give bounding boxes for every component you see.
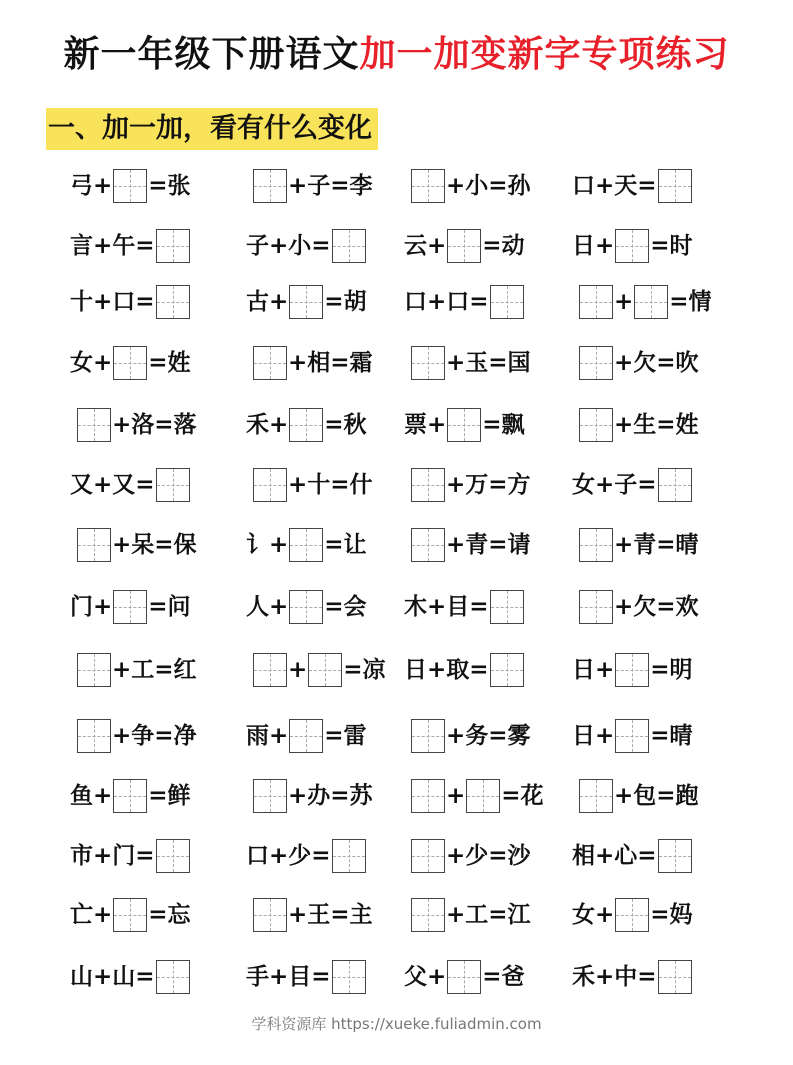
exercise-item bbox=[76, 718, 197, 754]
answer-box[interactable] bbox=[579, 528, 613, 562]
answer-box[interactable] bbox=[77, 653, 111, 687]
exercise-item bbox=[70, 228, 191, 264]
exercise-text: 又+又= bbox=[70, 472, 155, 498]
exercise-item bbox=[410, 778, 544, 814]
exercise-item bbox=[410, 467, 531, 503]
answer-box[interactable] bbox=[289, 719, 323, 753]
exercise-text: 父+ bbox=[404, 964, 447, 990]
exercise-item bbox=[572, 467, 693, 503]
answer-box[interactable] bbox=[332, 960, 366, 994]
exercise-text: =动 bbox=[482, 233, 525, 259]
exercise-item bbox=[410, 345, 531, 381]
exercise-item bbox=[572, 168, 693, 204]
exercise-item bbox=[252, 652, 386, 688]
exercise-text: 禾+ bbox=[246, 412, 289, 438]
exercise-text: +欠=吹 bbox=[614, 350, 699, 376]
answer-box[interactable] bbox=[289, 285, 323, 319]
exercise-text: +相=霜 bbox=[288, 350, 373, 376]
answer-box[interactable] bbox=[156, 285, 190, 319]
exercise-text: +务=雾 bbox=[446, 723, 531, 749]
exercise-text: 木+目= bbox=[404, 594, 489, 620]
answer-box[interactable] bbox=[113, 169, 147, 203]
answer-box[interactable] bbox=[579, 779, 613, 813]
answer-box[interactable] bbox=[156, 839, 190, 873]
exercise-text: 女+ bbox=[572, 902, 615, 928]
exercise-item bbox=[578, 527, 699, 563]
answer-box[interactable] bbox=[113, 779, 147, 813]
exercise-text: 十+口= bbox=[70, 289, 155, 315]
answer-box[interactable] bbox=[447, 229, 481, 263]
answer-box[interactable] bbox=[289, 528, 323, 562]
exercise-text: =时 bbox=[650, 233, 693, 259]
title-part-red: 加一加变新字专项练习 bbox=[359, 34, 730, 75]
answer-box[interactable] bbox=[579, 590, 613, 624]
answer-box[interactable] bbox=[253, 169, 287, 203]
exercise-text: + bbox=[288, 657, 308, 683]
answer-box[interactable] bbox=[447, 960, 481, 994]
exercise-item bbox=[246, 527, 367, 563]
answer-box[interactable] bbox=[490, 590, 524, 624]
exercise-text: =鲜 bbox=[148, 783, 191, 809]
exercise-text: 口+天= bbox=[572, 173, 657, 199]
exercise-item bbox=[578, 284, 712, 320]
answer-box[interactable] bbox=[490, 653, 524, 687]
exercise-text: +呆=保 bbox=[112, 532, 197, 558]
exercise-text: 日+ bbox=[572, 723, 615, 749]
exercise-text: =让 bbox=[324, 532, 367, 558]
answer-box[interactable] bbox=[156, 468, 190, 502]
exercise-item bbox=[76, 652, 197, 688]
exercise-item bbox=[70, 589, 191, 625]
exercise-text: +小=孙 bbox=[446, 173, 531, 199]
exercise-text: 子+小= bbox=[246, 233, 331, 259]
answer-box[interactable] bbox=[77, 408, 111, 442]
exercise-text: 古+ bbox=[246, 289, 289, 315]
exercise-item bbox=[246, 589, 367, 625]
exercise-text: +王=主 bbox=[288, 902, 373, 928]
exercise-text: +争=净 bbox=[112, 723, 197, 749]
exercise-item bbox=[410, 168, 531, 204]
title-part-black: 新一年级下册语文 bbox=[63, 34, 360, 75]
exercise-text: =爸 bbox=[482, 964, 525, 990]
exercise-text: +工=红 bbox=[112, 657, 197, 683]
exercise-item bbox=[572, 652, 693, 688]
answer-box[interactable] bbox=[579, 285, 613, 319]
exercise-text: 人+ bbox=[246, 594, 289, 620]
answer-box[interactable] bbox=[466, 779, 500, 813]
exercise-text: +青=晴 bbox=[614, 532, 699, 558]
answer-box[interactable] bbox=[113, 898, 147, 932]
exercise-text: 雨+ bbox=[246, 723, 289, 749]
exercise-item bbox=[246, 838, 367, 874]
exercise-text: =晴 bbox=[650, 723, 693, 749]
exercise-item bbox=[70, 959, 191, 995]
exercise-text: +欠=欢 bbox=[614, 594, 699, 620]
exercise-item bbox=[404, 228, 525, 264]
exercise-item bbox=[246, 959, 367, 995]
answer-box[interactable] bbox=[634, 285, 668, 319]
exercise-text: 市+门= bbox=[70, 843, 155, 869]
exercise-item bbox=[410, 718, 531, 754]
exercise-text: 相+心= bbox=[572, 843, 657, 869]
exercise-item bbox=[578, 589, 699, 625]
exercise-text: +工=江 bbox=[446, 902, 531, 928]
exercise-item bbox=[572, 959, 693, 995]
exercise-text: 女+ bbox=[70, 350, 113, 376]
exercise-text: +万=方 bbox=[446, 472, 531, 498]
answer-box[interactable] bbox=[332, 229, 366, 263]
exercise-item bbox=[70, 168, 191, 204]
exercise-text: 日+ bbox=[572, 233, 615, 259]
exercise-item bbox=[252, 345, 373, 381]
answer-box[interactable] bbox=[411, 169, 445, 203]
exercise-text: 手+目= bbox=[246, 964, 331, 990]
exercise-text: +十=什 bbox=[288, 472, 373, 498]
exercise-item bbox=[404, 652, 525, 688]
exercise-item bbox=[76, 407, 197, 443]
exercise-item bbox=[404, 284, 525, 320]
exercise-text: +子=李 bbox=[288, 173, 373, 199]
section-heading: 一、加一加，看有什么变化 bbox=[46, 108, 378, 150]
answer-box[interactable] bbox=[77, 719, 111, 753]
answer-box[interactable] bbox=[113, 590, 147, 624]
exercise-text: 日+ bbox=[572, 657, 615, 683]
answer-box[interactable] bbox=[253, 779, 287, 813]
answer-box[interactable] bbox=[411, 898, 445, 932]
exercise-text: 亡+ bbox=[70, 902, 113, 928]
exercise-item bbox=[70, 467, 191, 503]
exercise-item bbox=[70, 778, 191, 814]
exercise-text: =问 bbox=[148, 594, 191, 620]
exercise-item bbox=[404, 407, 525, 443]
footer-watermark: 学科资源库 https://xueke.fuliadmin.com bbox=[251, 1015, 542, 1033]
exercise-text: +生=姓 bbox=[614, 412, 699, 438]
answer-box[interactable] bbox=[579, 408, 613, 442]
exercise-item bbox=[578, 345, 699, 381]
exercise-item bbox=[252, 467, 373, 503]
answer-box[interactable] bbox=[289, 590, 323, 624]
answer-box[interactable] bbox=[615, 898, 649, 932]
exercise-item bbox=[410, 897, 531, 933]
exercise-text: 云+ bbox=[404, 233, 447, 259]
exercise-text: 票+ bbox=[404, 412, 447, 438]
answer-box[interactable] bbox=[289, 408, 323, 442]
exercise-item bbox=[246, 228, 367, 264]
exercise-text: =姓 bbox=[148, 350, 191, 376]
exercise-text: =会 bbox=[324, 594, 367, 620]
answer-box[interactable] bbox=[615, 719, 649, 753]
exercise-text: =胡 bbox=[324, 289, 367, 315]
answer-box[interactable] bbox=[579, 346, 613, 380]
exercise-text: +少=沙 bbox=[446, 843, 531, 869]
exercise-item bbox=[572, 228, 693, 264]
answer-box[interactable] bbox=[490, 285, 524, 319]
exercise-text: 弓+ bbox=[70, 173, 113, 199]
exercise-text: =飘 bbox=[482, 412, 525, 438]
answer-box[interactable] bbox=[156, 229, 190, 263]
answer-box[interactable] bbox=[411, 528, 445, 562]
exercise-text: =秋 bbox=[324, 412, 367, 438]
exercise-text: 言+午= bbox=[70, 233, 155, 259]
exercise-text: +洛=落 bbox=[112, 412, 197, 438]
exercise-text: +青=请 bbox=[446, 532, 531, 558]
exercise-text: =忘 bbox=[148, 902, 191, 928]
exercise-item bbox=[572, 718, 693, 754]
answer-box[interactable] bbox=[658, 839, 692, 873]
exercise-text: 禾+中= bbox=[572, 964, 657, 990]
exercise-text: =张 bbox=[148, 173, 191, 199]
exercise-item bbox=[572, 838, 693, 874]
exercise-text: =雷 bbox=[324, 723, 367, 749]
exercise-item bbox=[246, 718, 367, 754]
exercise-item bbox=[246, 407, 367, 443]
answer-box[interactable] bbox=[658, 468, 692, 502]
exercise-item bbox=[404, 589, 525, 625]
answer-box[interactable] bbox=[156, 960, 190, 994]
answer-box[interactable] bbox=[411, 839, 445, 873]
exercise-item bbox=[410, 838, 531, 874]
exercise-text: + bbox=[614, 289, 634, 315]
answer-box[interactable] bbox=[658, 169, 692, 203]
exercise-item bbox=[70, 838, 191, 874]
exercise-item bbox=[252, 778, 373, 814]
exercise-text: 女+子= bbox=[572, 472, 657, 498]
exercise-text: +玉=国 bbox=[446, 350, 531, 376]
exercise-text: 日+取= bbox=[404, 657, 489, 683]
exercise-text: 山+山= bbox=[70, 964, 155, 990]
answer-box[interactable] bbox=[332, 839, 366, 873]
exercise-text: 口+口= bbox=[404, 289, 489, 315]
answer-box[interactable] bbox=[253, 653, 287, 687]
exercise-text: +办=苏 bbox=[288, 783, 373, 809]
exercise-item bbox=[404, 959, 525, 995]
answer-box[interactable] bbox=[411, 346, 445, 380]
exercise-text: 门+ bbox=[70, 594, 113, 620]
exercise-text: 讠+ bbox=[246, 532, 289, 558]
exercise-text: + bbox=[446, 783, 466, 809]
exercise-text: =妈 bbox=[650, 902, 693, 928]
exercise-text: 口+少= bbox=[246, 843, 331, 869]
exercise-text: =花 bbox=[501, 783, 544, 809]
answer-box[interactable] bbox=[411, 719, 445, 753]
exercise-item bbox=[76, 527, 197, 563]
answer-box[interactable] bbox=[253, 468, 287, 502]
answer-box[interactable] bbox=[113, 346, 147, 380]
exercise-item bbox=[246, 284, 367, 320]
answer-box[interactable] bbox=[308, 653, 342, 687]
exercise-item bbox=[578, 407, 699, 443]
exercise-item bbox=[572, 897, 693, 933]
answer-box[interactable] bbox=[447, 408, 481, 442]
exercise-text: 鱼+ bbox=[70, 783, 113, 809]
exercise-item bbox=[252, 168, 373, 204]
answer-box[interactable] bbox=[253, 346, 287, 380]
exercise-text: =情 bbox=[669, 289, 712, 315]
answer-box[interactable] bbox=[615, 653, 649, 687]
exercise-item bbox=[70, 284, 191, 320]
answer-box[interactable] bbox=[658, 960, 692, 994]
answer-box[interactable] bbox=[411, 468, 445, 502]
page-title bbox=[0, 26, 793, 77]
exercise-item bbox=[252, 897, 373, 933]
answer-box[interactable] bbox=[411, 779, 445, 813]
exercise-text: +包=跑 bbox=[614, 783, 699, 809]
exercise-item bbox=[410, 527, 531, 563]
exercise-text: =凉 bbox=[343, 657, 386, 683]
exercise-item bbox=[578, 778, 699, 814]
answer-box[interactable] bbox=[253, 898, 287, 932]
answer-box[interactable] bbox=[615, 229, 649, 263]
answer-box[interactable] bbox=[77, 528, 111, 562]
exercise-item bbox=[70, 897, 191, 933]
exercise-item bbox=[70, 345, 191, 381]
exercise-text: =明 bbox=[650, 657, 693, 683]
